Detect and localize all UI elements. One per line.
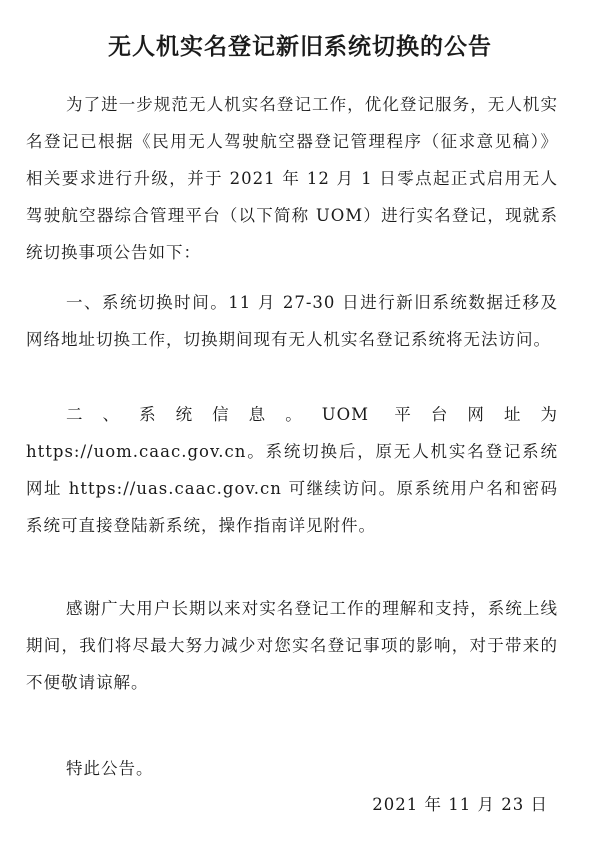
intro-paragraph: 为了进一步规范无人机实名登记工作，优化登记服务，无人机实名登记已根据《民用无人驾驶航空器登记管理程序（征求意见稿）》相关要求进行升级，并于 2021 年 12 月 1 日零点起正式启用无人驾驶航空器综合管理平台（以下简称 UOM）进行实名登记，现就系统切换事项公告如下： (26, 95, 558, 262)
announcement-date: 2021 年 11 月 23 日 (372, 795, 548, 814)
page-title: 无人机实名登记新旧系统切换的公告 (108, 34, 492, 60)
thanks-paragraph: 感谢广大用户长期以来对实名登记工作的理解和支持，系统上线期间，我们将尽最大努力减少对您实名登记事项的影响，对于带来的不便敬请谅解。 (26, 599, 558, 692)
system-info-paragraph: 二、系统信息。UOM 平台网址为 https://uom.caac.gov.cn。系统切换后，原无人机实名登记系统网址 https://uas.caac.gov.cn 可继续访问。原系统用户名和密码系统可直接登陆新系统，操作指南详见附件。 (26, 405, 558, 535)
closing-paragraph: 特此公告。 (66, 759, 154, 778)
switch-time-paragraph: 一、系统切换时间。11 月 27-30 日进行新旧系统数据迁移及网络地址切换工作，切换期间现有无人机实名登记系统将无法访问。 (26, 293, 558, 349)
